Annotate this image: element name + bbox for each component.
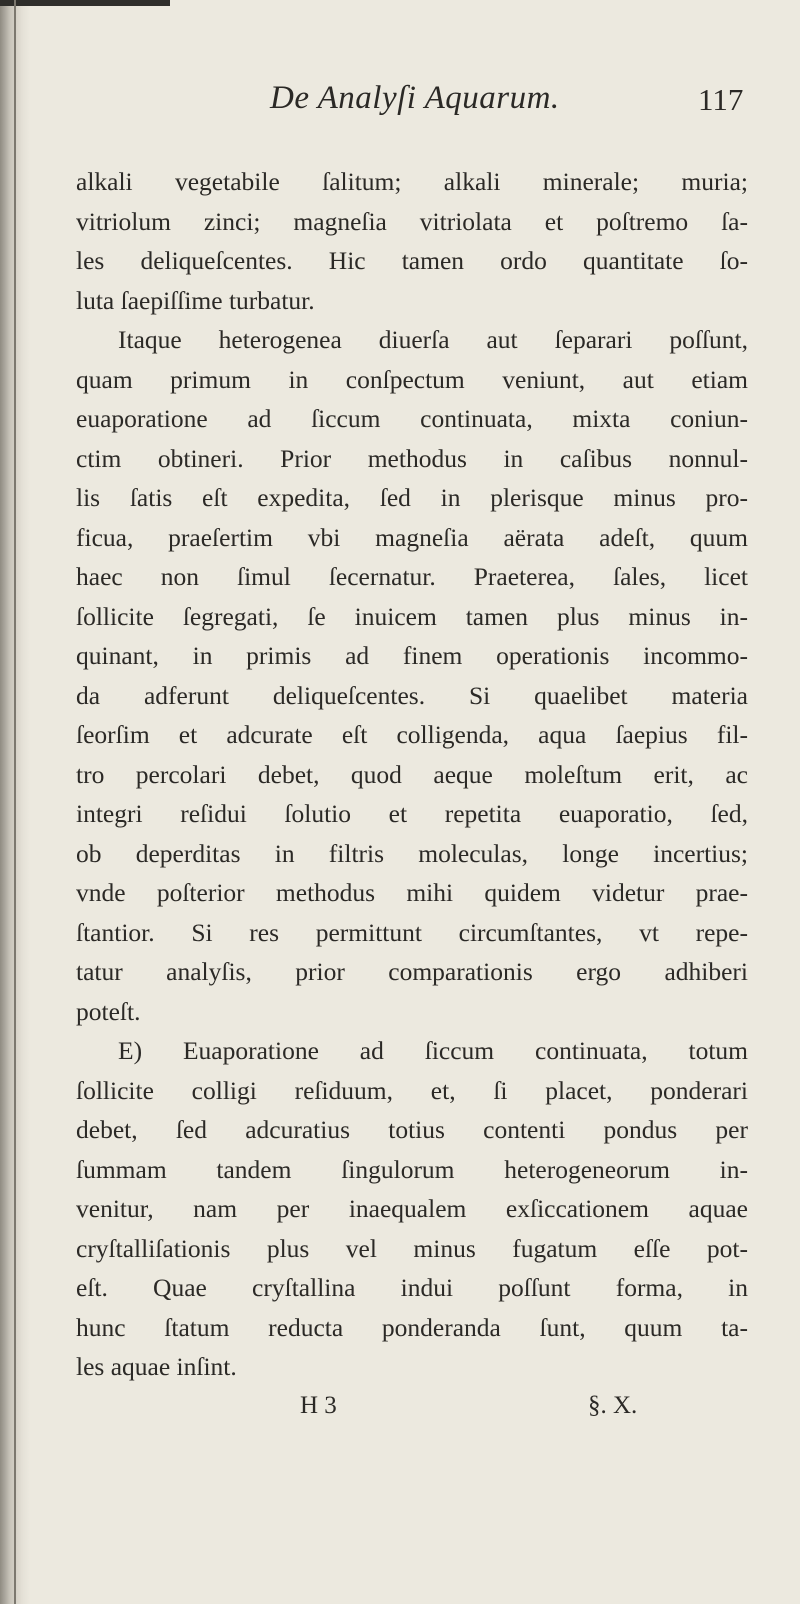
text-line: luta ſaepiſſime turbatur.	[76, 285, 315, 315]
text-line: quinant, in primis ad finem operationis incommo-	[76, 641, 748, 670]
catchword: §. X.	[588, 1392, 638, 1419]
text-line: da adferunt deliqueſcentes. Si quaelibet materia	[76, 680, 748, 710]
text-line: cryſtalliſationis plus vel minus fugatum eſſe pot-	[76, 1233, 748, 1263]
text-line: alkali vegetabile ſalitum; alkali minerale; muria;	[76, 167, 748, 196]
page-number: 117	[698, 82, 744, 117]
text-line: vitriolum zinci; magneſia vitriolata et poſtremo ſa-	[76, 206, 748, 236]
page-header	[0, 80, 800, 130]
text-line: ſeorſim et adcurate eſt colligenda, aqua ſaepius fil-	[76, 720, 748, 749]
text-line: lis ſatis eſt expedita, ſed in plerisque minus pro-	[76, 483, 748, 512]
text-line: les deliqueſcentes. Hic tamen ordo quantitate ſo-	[76, 246, 748, 275]
text-line: euaporatione ad ſiccum continuata, mixta coniun-	[76, 404, 748, 433]
text-line: ſollicite colligi reſiduum, et, ſi placet, ponderari	[76, 1075, 748, 1105]
text-line: vnde poſterior methodus mihi quidem videtur prae-	[76, 878, 748, 907]
text-line: ficua, praeſertim vbi magneſia aërata adeſt, quum	[76, 522, 748, 552]
text-line: haec non ſimul ſecernatur. Praeterea, ſales, licet	[76, 562, 748, 591]
text-line: integri reſidui ſolutio et repetita euaporatio, ſed,	[76, 799, 748, 828]
text-line: quam primum in conſpectum veniunt, aut etiam	[76, 364, 748, 394]
text-line: tro percolari debet, quod aeque moleſtum erit, ac	[76, 759, 748, 789]
text-line: ob deperditas in filtris moleculas, longe incertius;	[76, 838, 748, 868]
text-line: Itaque heterogenea diuerſa aut ſeparari poſſunt,	[118, 325, 748, 354]
text-line: ctim obtineri. Prior methodus in caſibus nonnul-	[76, 443, 748, 473]
text-line: venitur, nam per inaequalem exſiccationem aquae	[76, 1194, 748, 1223]
text-line: ſollicite ſegregati, ſe inuicem tamen plus minus in-	[76, 601, 748, 631]
text-line: E) Euaporatione ad ſiccum continuata, totum	[118, 1036, 748, 1065]
text-line: ſtantior. Si res permittunt circumſtantes, vt repe-	[76, 917, 748, 947]
text-line: tatur analyſis, prior comparationis ergo adhiberi	[76, 957, 748, 986]
text-line: hunc ſtatum reducta ponderanda ſunt, quum ta-	[76, 1312, 748, 1342]
text-line: eſt. Quae cryſtallina indui poſſunt forma, in	[76, 1273, 748, 1302]
text-line: ſummam tandem ſingulorum heterogeneorum in-	[76, 1154, 748, 1184]
gutter-line	[14, 0, 16, 1604]
text-line: poteſt.	[76, 996, 141, 1026]
top-edge-mark	[0, 0, 170, 6]
running-title: De Analyſi Aquarum.	[270, 80, 560, 116]
signature-mark: H 3	[300, 1392, 337, 1419]
text-line: les aquae inſint.	[76, 1352, 237, 1381]
body-text	[76, 162, 748, 1387]
text-line: debet, ſed adcuratius totius contenti pondus per	[76, 1115, 748, 1144]
